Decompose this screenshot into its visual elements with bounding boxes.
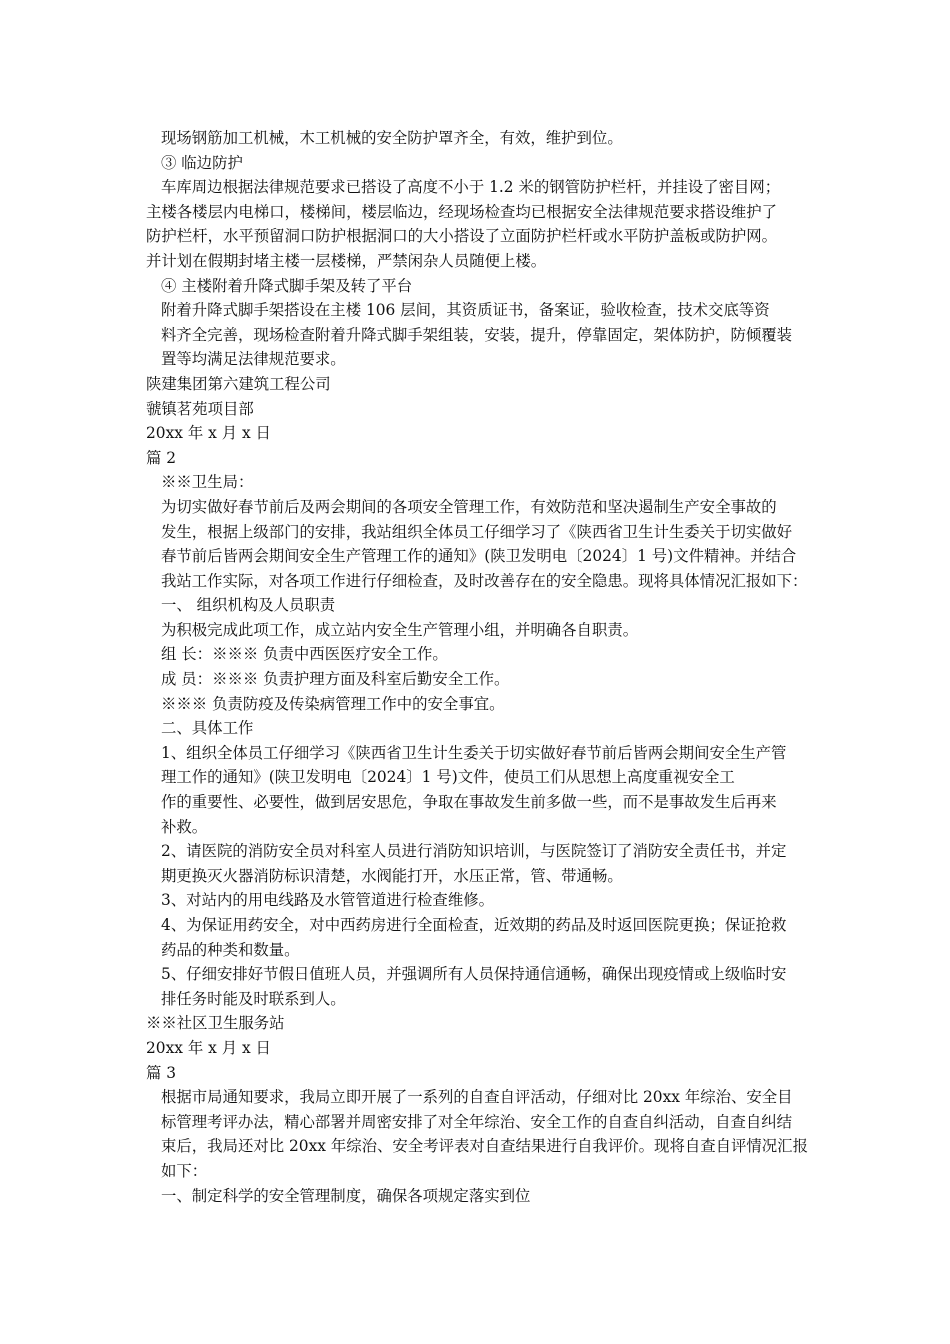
text-line: 防护栏杆，水平预留洞口防护根据洞口的大小搭设了立面防护栏杆或水平防护盖板或防护网。 — [146, 227, 778, 246]
text-line: 置等均满足法律规范要求。 — [161, 350, 346, 369]
text-line: 20xx 年 x 月 x 日 — [146, 424, 271, 443]
text-line: 补救。 — [161, 817, 208, 836]
text-line: 篇 3 — [146, 1063, 177, 1082]
text-line: 3、对站内的用电线路及水管管道进行检查维修。 — [161, 891, 494, 910]
text-line: 发生，根据上级部门的安排，我站组织全体员工仔细学习了《陕西省卫生计生委关于切实做好 — [161, 522, 793, 541]
text-line: 春节前后皆两会期间安全生产管理工作的通知》(陕卫发明电〔2024〕1 号)文件精神。并结合 — [161, 547, 797, 566]
text-line: 4、为保证用药安全，对中西药房进行全面检查，近效期的药品及时返回医院更换；保证抢救 — [161, 916, 787, 934]
text-line: ※※卫生局： — [161, 473, 254, 492]
text-line: 作的重要性、必要性，做到居安思危，争取在事故发生前多做一些，而不是事故发生后再来 — [161, 793, 777, 812]
text-line: ③ 临边防护 — [161, 153, 243, 172]
text-line: 一、制定科学的安全管理制度，确保各项规定落实到位 — [161, 1186, 531, 1205]
text-line: 组 长：※※※ 负责中西医医疗安全工作。 — [161, 645, 448, 664]
text-line: 现场钢筋加工机械，木工机械的安全防护罩齐全，有效，维护到位。 — [161, 129, 623, 147]
text-line: 主楼各楼层内电梯口，楼梯间，楼层临边，经现场检查均已根据安全法律规范要求搭设维护了 — [146, 202, 778, 221]
text-line: ④ 主楼附着升降式脚手架及转了平台 — [161, 276, 413, 295]
text-line: 车库周边根据法律规范要求已搭设了高度不小于 1.2 米的钢管防护栏杆，并挂设了密目网； — [161, 178, 781, 197]
text-line: 束后，我局还对比 20xx 年综治、安全考评表对自查结果进行自我评价。现将自查自评情况汇报 — [161, 1137, 808, 1156]
text-line: 附着升降式脚手架搭设在主楼 106 层间，其资质证书，备案证，验收检查，技术交底等资 — [161, 301, 770, 320]
text-line: 5、仔细安排好节假日值班人员，并强调所有人员保持通信通畅，确保出现疫情或上级临时安 — [161, 965, 787, 984]
text-line: 虢镇茗苑项目部 — [146, 399, 254, 418]
text-line: 如下： — [161, 1161, 208, 1180]
text-line: 篇 2 — [146, 448, 177, 467]
text-line: 为切实做好春节前后及两会期间的各项安全管理工作，有效防范和坚决遏制生产安全事故的 — [161, 497, 777, 516]
text-line: 料齐全完善，现场检查附着升降式脚手架组装，安装，提升，停靠固定，架体防护，防倾覆装 — [161, 325, 793, 344]
text-line: 2、请医院的消防安全员对科室人员进行消防知识培训，与医院签订了消防安全责任书，并定 — [161, 842, 787, 861]
text-line: 标管理考评办法，精心部署并周密安排了对全年综治、安全工作的自查自纠活动，自查自纠结 — [161, 1112, 793, 1131]
text-line: 陕建集团第六建筑工程公司 — [146, 374, 331, 393]
text-line: 期更换灭火器消防标识清楚，水阀能打开，水压正常，管、带通畅。 — [161, 866, 623, 885]
text-line: 药品的种类和数量。 — [161, 940, 300, 959]
text-line: 一、 组织机构及人员职责 — [161, 596, 336, 615]
text-line: 我站工作实际，对各项工作进行仔细检查，及时改善存在的安全隐患。现将具体情况汇报如下： — [161, 571, 808, 590]
text-line: 并计划在假期封堵主楼一层楼梯，严禁闲杂人员随便上楼。 — [146, 251, 547, 270]
text-line: 根据市局通知要求，我局立即开展了一系列的自查自评活动，仔细对比 20xx 年综治、安全目 — [161, 1088, 793, 1107]
text-line: 排任务时能及时联系到人。 — [161, 989, 346, 1008]
text-line: 成 员：※※※ 负责护理方面及科室后勤安全工作。 — [161, 670, 510, 689]
text-line: ※※※ 负责防疫及传染病管理工作中的安全事宜。 — [161, 694, 505, 713]
text-line: 1、组织全体员工仔细学习《陕西省卫生计生委关于切实做好春节前后皆两会期间安全生产管 — [161, 743, 787, 762]
text-line: 为积极完成此项工作，成立站内安全生产管理小组，并明确各自职责。 — [161, 620, 639, 639]
text-line: 理工作的通知》(陕卫发明电〔2024〕1 号)文件，使员工们从思想上高度重视安全工 — [161, 768, 735, 787]
text-line: 20xx 年 x 月 x 日 — [146, 1038, 271, 1057]
document-body — [146, 126, 816, 1208]
text-line: 二、具体工作 — [161, 719, 254, 738]
text-line: ※※社区卫生服务站 — [146, 1014, 285, 1033]
